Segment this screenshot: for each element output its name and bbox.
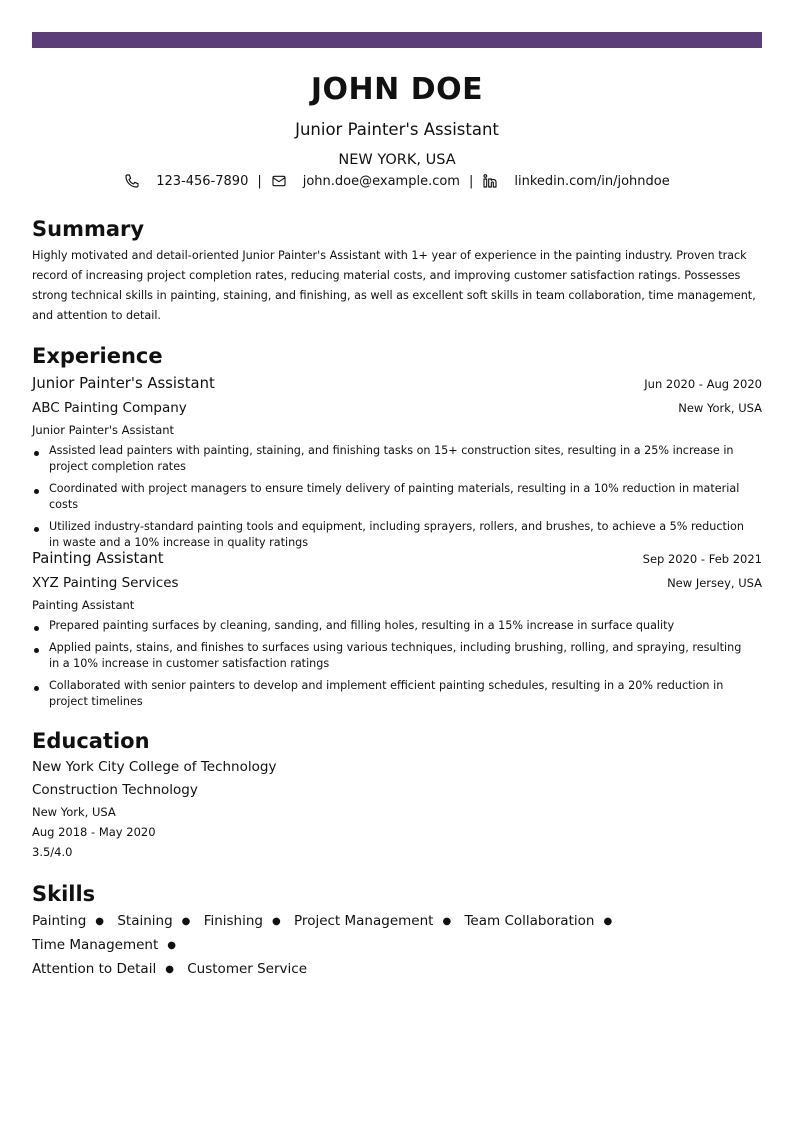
education-heading: Education (32, 729, 150, 753)
email-link[interactable]: john.doe@example.com (302, 173, 460, 189)
candidate-name: JOHN DOE (310, 72, 484, 107)
phone-number[interactable]: 123-456-7890 (156, 173, 249, 189)
list-item: Prepared painting surfaces by cleaning, sanding, and filling holes, resulting in a 15% increase in surface quality (32, 618, 762, 634)
job-position: Junior Painter's Assistant (32, 423, 175, 437)
linkedin-link[interactable]: linkedin.com/in/johndoe (514, 173, 670, 189)
skill-item: Attention to Detail (32, 961, 157, 977)
job-dates: Sep 2020 - Feb 2021 (642, 552, 762, 566)
skill-item: Finishing (203, 913, 263, 929)
education-gpa: 3.5/4.0 (32, 845, 73, 859)
contact-separator: | (257, 173, 262, 189)
accent-bar (32, 32, 762, 48)
job-position: Painting Assistant (32, 598, 135, 612)
job-header (32, 550, 762, 567)
skill-item: Time Management (32, 937, 159, 953)
skill-item: Team Collaboration (464, 913, 595, 929)
education-dates: Aug 2018 - May 2020 (32, 825, 156, 839)
contact-separator: | (468, 173, 474, 189)
job-company-row (32, 575, 762, 591)
candidate-role: Junior Painter's Assistant (295, 120, 499, 139)
list-item: Assisted lead painters with painting, staining, and finishing tasks on 15+ construction sites, resulting in a 25% increase in project completion rates (32, 443, 762, 475)
candidate-location: NEW YORK, USA (338, 152, 456, 168)
summary-heading: Summary (32, 217, 145, 241)
contact-row (0, 173, 794, 189)
job-location: New York, USA (678, 401, 762, 415)
summary-text: Highly motivated and detail-oriented Junior Painter's Assistant with 1+ year of experience in the painting industry. Proven track record of increasing project completion rates, reducing material costs, and improving customer satisfaction ratings. Possesses strong technical skills in painting, staining, and finishing, as well as excellent soft skills in team collaboration, time management, and attention to detail. (32, 249, 756, 322)
education-location: New York, USA (32, 805, 116, 819)
job-location: New Jersey, USA (667, 576, 762, 590)
job-dates: Jun 2020 - Aug 2020 (644, 377, 762, 391)
job-title: Painting Assistant (32, 550, 164, 567)
education-degree: Construction Technology (32, 782, 198, 798)
experience-heading: Experience (32, 344, 163, 368)
job-header (32, 375, 762, 392)
education-school: New York City College of Technology (32, 759, 277, 775)
job-company-row (32, 400, 762, 416)
skills-heading: Skills (32, 882, 96, 906)
job-bullets (32, 443, 762, 557)
list-item: Coordinated with project managers to ensure timely delivery of painting materials, resulting in a 10% reduction in material costs (32, 481, 762, 513)
list-item: Collaborated with senior painters to develop and implement efficient painting schedules, resulting in a 20% reduction in project timelines (32, 678, 762, 710)
skills-list: Painting ● Staining ● Finishing ● Project Management ● Team Collaboration ● Time Management ● Attention to Detail ● Customer Service (32, 913, 613, 977)
list-item: Applied paints, stains, and finishes to surfaces using various techniques, including brushing, rolling, and spraying, resulting in a 10% increase in customer satisfaction ratings (32, 640, 762, 672)
skill-item: Staining (117, 913, 173, 929)
job-company: XYZ Painting Services (32, 575, 179, 591)
job-bullets (32, 618, 762, 716)
skill-item: Painting (32, 913, 87, 929)
skill-item: Customer Service (187, 961, 308, 977)
linkedin-icon (482, 173, 498, 189)
list-item: Utilized industry-standard painting tools and equipment, including sprayers, rollers, and brushes, to achieve a 5% reduction in waste and a 10% increase in quality ratings (32, 519, 762, 551)
skill-item: Project Management (294, 913, 434, 929)
job-title: Junior Painter's Assistant (32, 375, 215, 392)
mail-icon (271, 173, 287, 189)
job-company: ABC Painting Company (32, 400, 187, 416)
phone-icon (124, 173, 140, 189)
